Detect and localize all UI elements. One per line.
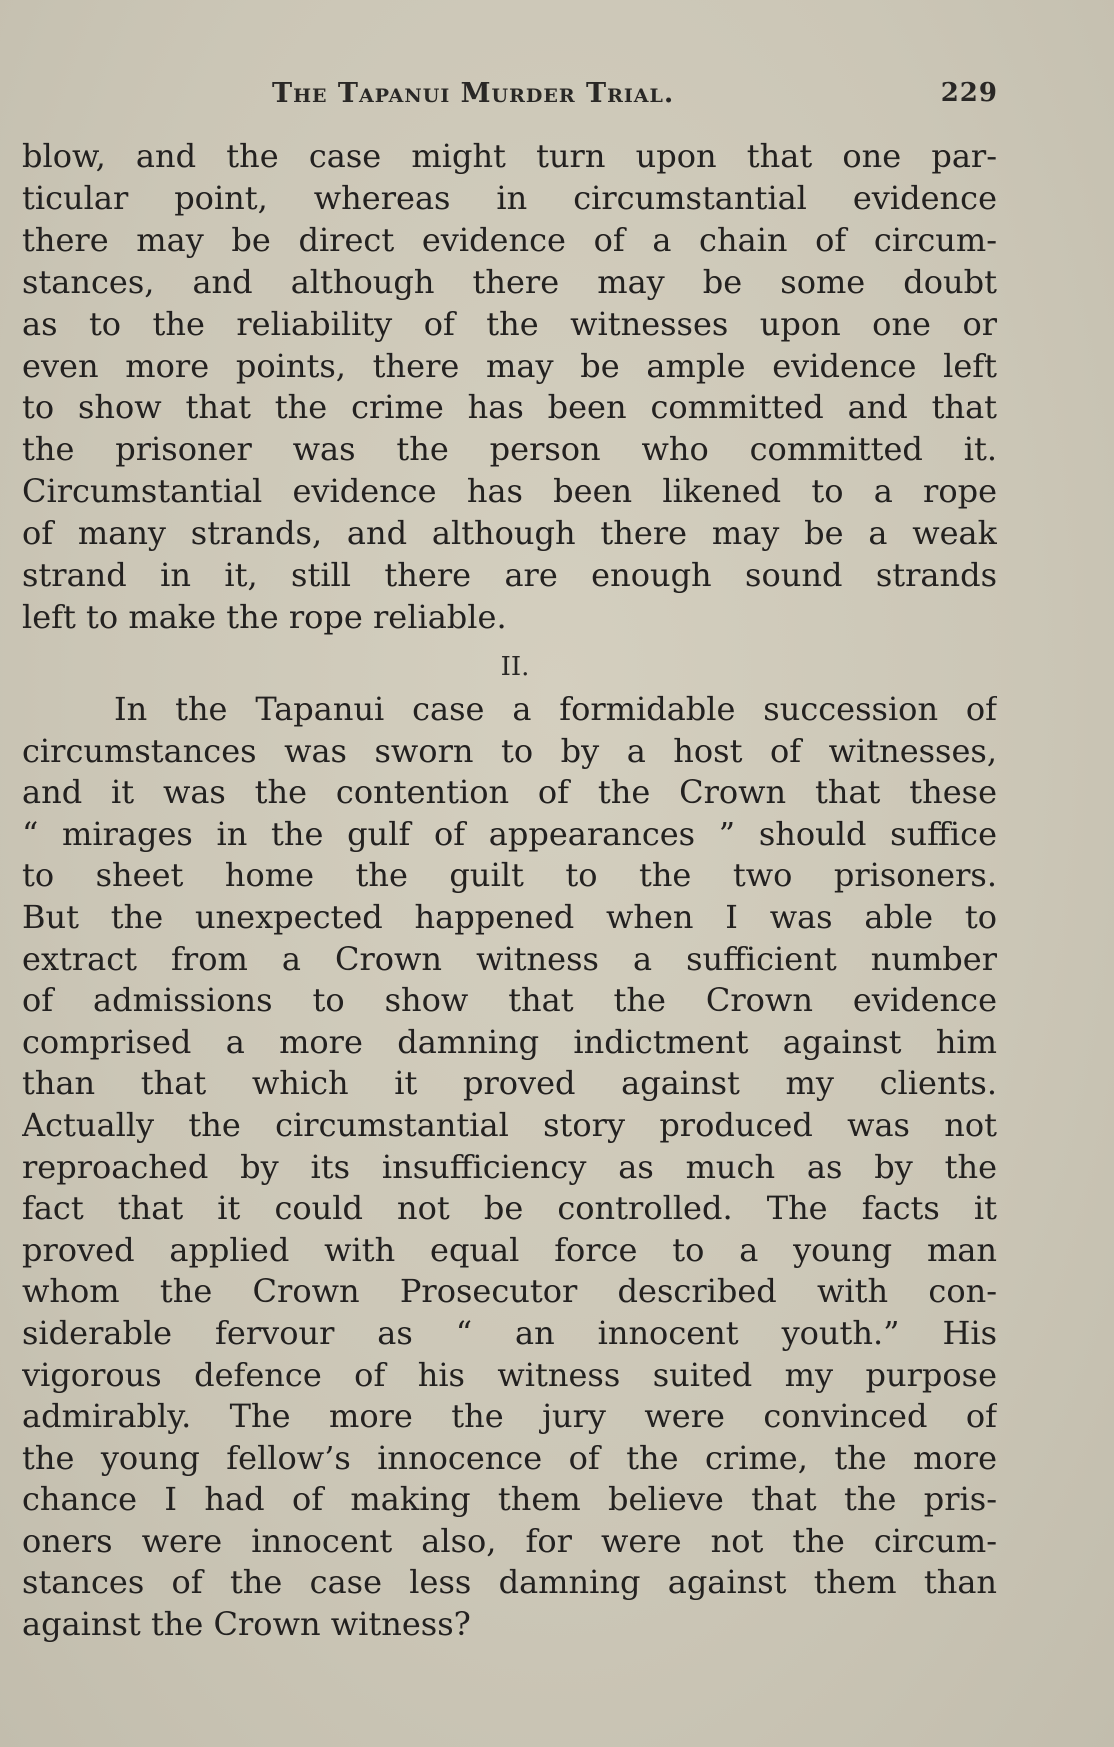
text-line: Actually the circumstantial story produced was not bbox=[22, 1105, 997, 1144]
text-line: against the Crown witness? bbox=[22, 1605, 471, 1644]
text-line: the prisoner was the person who committed it. bbox=[22, 430, 997, 469]
text-line: Circumstantial evidence has been likened to a rope bbox=[22, 472, 997, 511]
text-line: siderable fervour as “ an innocent youth.” His bbox=[22, 1313, 997, 1352]
text-line: of many strands, and although there may be a weak bbox=[22, 514, 997, 553]
text-line: even more points, there may be ample evidence left bbox=[22, 346, 997, 385]
text-line: than that which it proved against my clients. bbox=[22, 1064, 997, 1103]
text-line: as to the reliability of the witnesses upon one or bbox=[22, 304, 997, 343]
text-line: vigorous defence of his witness suited my purpose bbox=[22, 1355, 997, 1394]
text-line: stances, and although there may be some doubt bbox=[22, 262, 997, 301]
text-line: strand in it, still there are enough sound strands bbox=[22, 556, 997, 595]
text-line: chance I had of making them believe that the pris- bbox=[22, 1480, 997, 1519]
section-number: II. bbox=[500, 652, 530, 682]
text-line: and it was the contention of the Crown that these bbox=[22, 773, 997, 812]
paragraph-2 bbox=[22, 689, 997, 1646]
text-line: ticular point, whereas in circumstantial evidence bbox=[22, 178, 997, 217]
text-line: stances of the case less damning against them than bbox=[22, 1563, 997, 1602]
text-line: comprised a more damning indictment against him bbox=[22, 1022, 997, 1061]
text-line: extract from a Crown witness a sufficient number bbox=[22, 939, 997, 978]
text-line: whom the Crown Prosecutor described with con- bbox=[22, 1272, 997, 1311]
text-line: the young fellow’s innocence of the crime, the more bbox=[22, 1438, 997, 1477]
text-line: circumstances was sworn to by a host of witnesses, bbox=[22, 731, 997, 770]
page-number: 229 bbox=[940, 78, 998, 108]
text-line: “ mirages in the gulf of appearances ” should suffice bbox=[22, 814, 997, 853]
paragraph-1 bbox=[22, 136, 997, 639]
text-line: blow, and the case might turn upon that one par- bbox=[22, 137, 997, 175]
running-title: The Tapanui Murder Trial. bbox=[272, 78, 675, 109]
text-line: But the unexpected happened when I was able to bbox=[22, 897, 997, 936]
text-line: of admissions to show that the Crown evidence bbox=[22, 981, 997, 1020]
text-line: to show that the crime has been committed and that bbox=[22, 388, 997, 427]
text-line: left to make the rope reliable. bbox=[22, 597, 507, 636]
text-line: there may be direct evidence of a chain of circum- bbox=[22, 220, 997, 259]
text-line: fact that it could not be controlled. The facts it bbox=[22, 1189, 997, 1228]
text-line: reproached by its insufficiency as much as by the bbox=[22, 1147, 997, 1186]
running-head bbox=[268, 78, 998, 114]
text-line: to sheet home the guilt to the two prisoners. bbox=[22, 856, 997, 895]
text-line: oners were innocent also, for were not the circum- bbox=[22, 1521, 997, 1560]
text-line: proved applied with equal force to a young man bbox=[22, 1230, 997, 1269]
text-line: admirably. The more the jury were convinced of bbox=[22, 1397, 997, 1436]
text-line: In the Tapanui case a formidable succession of bbox=[114, 690, 997, 728]
